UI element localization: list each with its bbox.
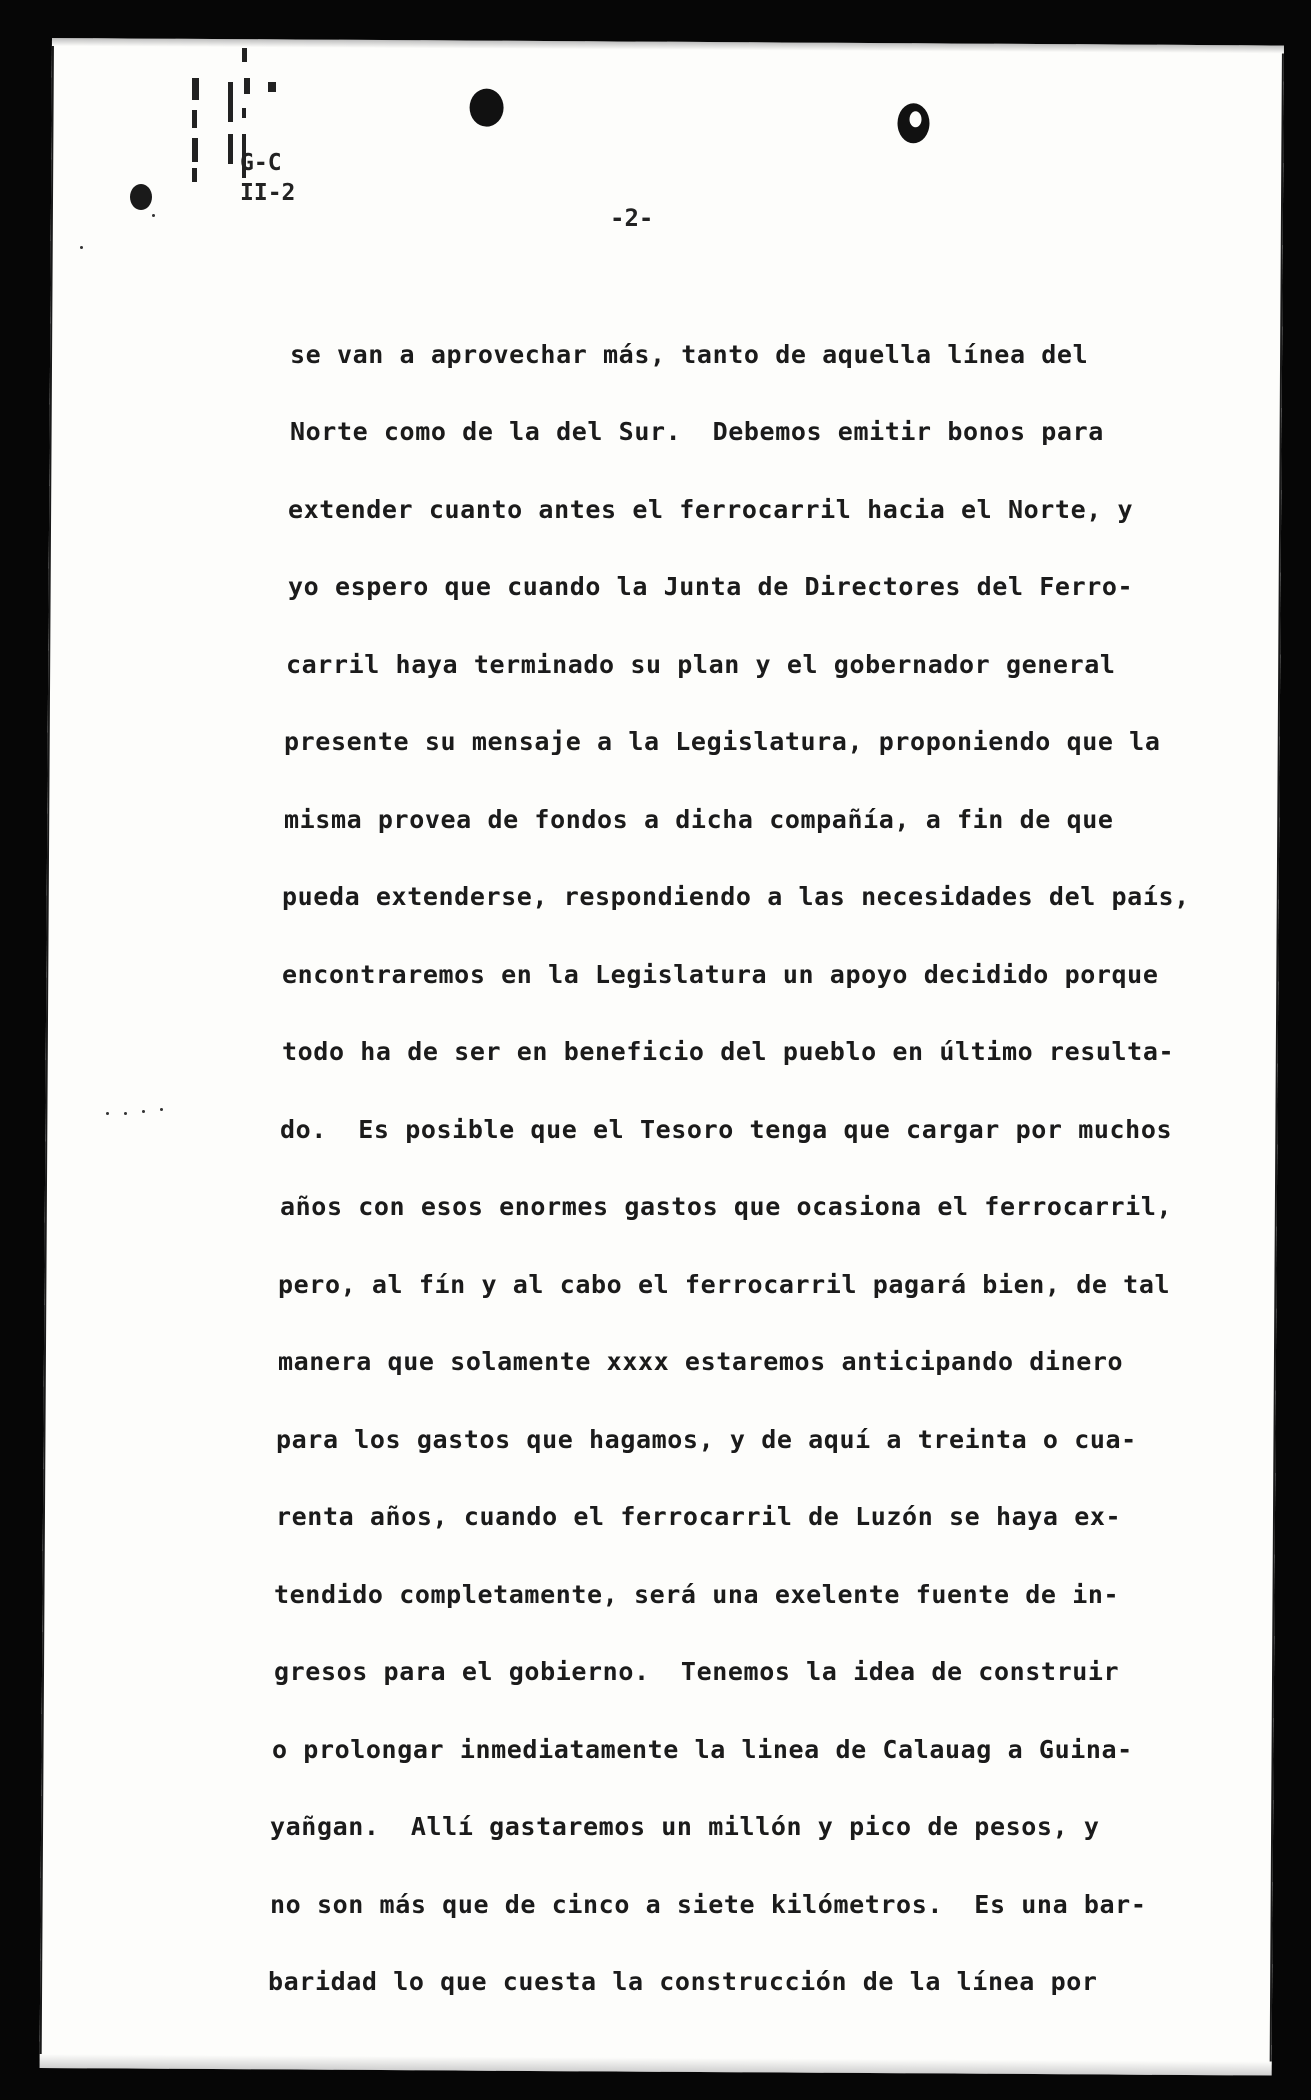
- text-line: manera que solamente xxxx estaremos anticipando dinero: [278, 1347, 1124, 1376]
- text-line: extender cuanto antes el ferrocarril hacia el Norte, y: [288, 495, 1134, 524]
- text-line: años con esos enormes gastos que ocasiona el ferrocarril,: [280, 1192, 1173, 1221]
- file-code: G-C: [240, 150, 282, 176]
- text-line: misma provea de fondos a dicha compañía, a fin de que: [284, 805, 1114, 834]
- text-line: todo ha de ser en beneficio del pueblo en último resulta-: [282, 1037, 1175, 1066]
- text-line: gresos para el gobierno. Tenemos la idea de construir: [274, 1657, 1120, 1686]
- text-line: do. Es posible que el Tesoro tenga que cargar por muchos: [280, 1115, 1173, 1144]
- text-line: yo espero que cuando la Junta de Directores del Ferro-: [288, 572, 1134, 601]
- text-line: yañgan. Allí gastaremos un millón y pico de pesos, y: [270, 1812, 1100, 1841]
- text-line: se van a aprovechar más, tanto de aquella línea del: [290, 340, 1089, 369]
- text-line: carril haya terminado su plan y el gobernador general: [286, 650, 1116, 679]
- text-line: pueda extenderse, respondiendo a las necesidades del país,: [282, 882, 1190, 911]
- text-line: no son más que de cinco a siete kilómetros. Es una bar-: [270, 1890, 1147, 1919]
- page-number: -2-: [610, 204, 654, 232]
- text-line: pero, al fín y al cabo el ferrocarril pagará bien, de tal: [278, 1270, 1171, 1299]
- page-top-edge: [52, 38, 1284, 54]
- text-line: o prolongar inmediatamente la linea de Calauag a Guina-: [272, 1735, 1133, 1764]
- punch-hole-left: [469, 89, 503, 127]
- text-line: Norte como de la del Sur. Debemos emitir bonos para: [290, 417, 1104, 446]
- section-code: II-2: [240, 180, 296, 206]
- text-line: baridad lo que cuesta la construcción de la línea por: [268, 1967, 1098, 1996]
- text-line: renta años, cuando el ferrocarril de Luzón se haya ex-: [276, 1502, 1122, 1531]
- margin-ink-blot: [130, 184, 152, 210]
- text-line: tendido completamente, será una exelente fuente de in-: [274, 1580, 1120, 1609]
- text-line: presente su mensaje a la Legislatura, proponiendo que la: [284, 727, 1161, 756]
- text-line: para los gastos que hagamos, y de aquí a treinta o cua-: [276, 1425, 1137, 1454]
- binding-marks: [130, 38, 220, 198]
- text-line: encontraremos en la Legislatura un apoyo decidido porque: [282, 960, 1159, 989]
- punch-hole-right: [897, 103, 929, 143]
- page-bottom-edge: [40, 2054, 1272, 2076]
